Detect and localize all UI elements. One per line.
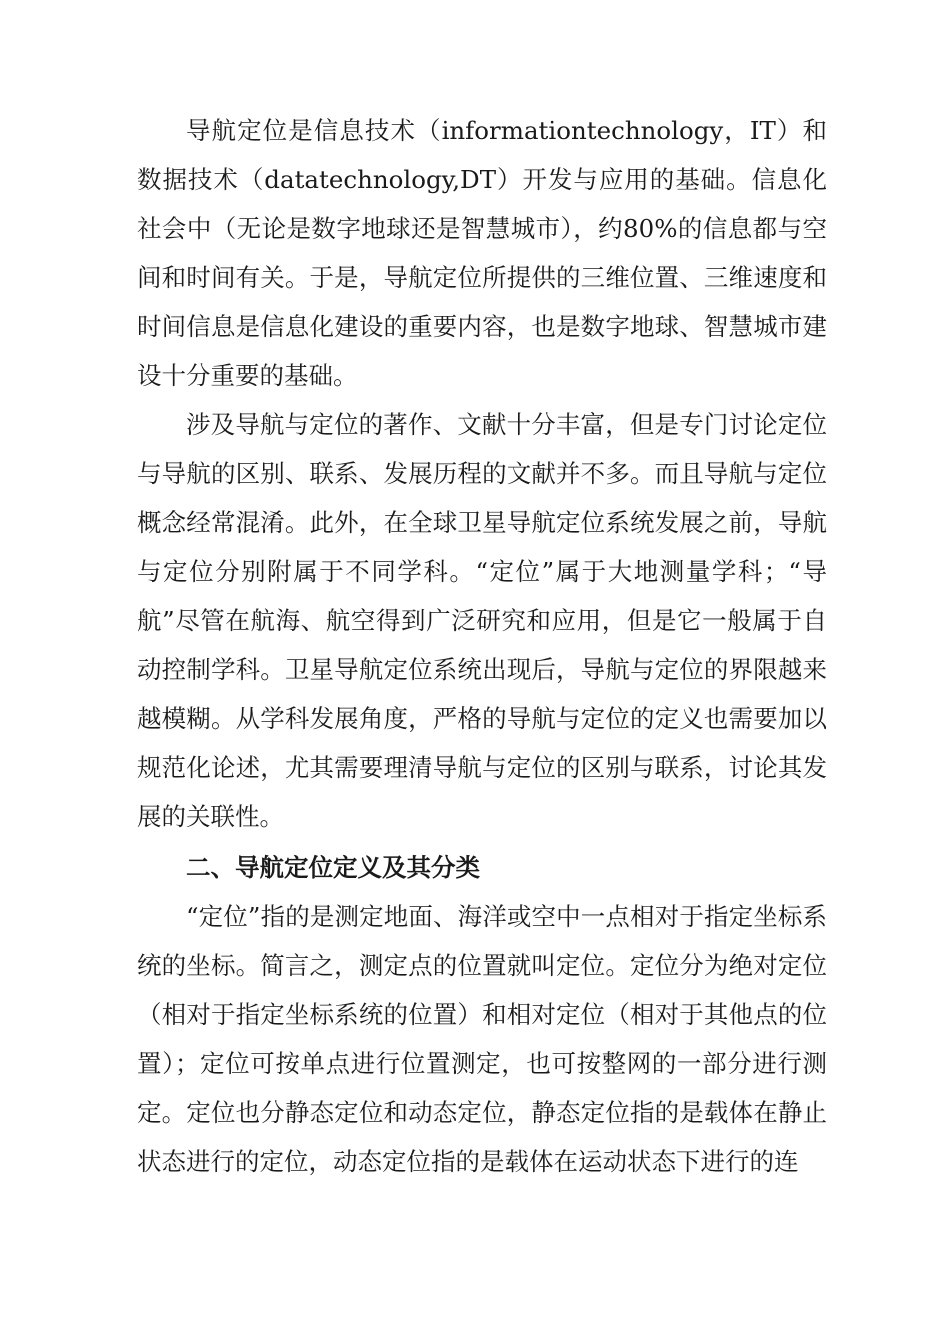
section-heading: 二、导航定位定义及其分类: [186, 853, 480, 882]
paragraph-background: 涉及导航与定位的著作、文献十分丰富，但是专门讨论定位与导航的区别、联系、发展历程的文献并不多。而且导航与定位概念经常混淆。此外，在全球卫星导航定位系统发展之前，导航与定位分别附属于不同学科。“定位”属于大地测量学科；“导航”尽管在航海、航空得到广泛研究和应用，但是它一般属于自动控制学科。卫星导航定位系统出现后，导航与定位的界限越来越模糊。从学科发展角度，严格的导航与定位的定义也需要加以规范化论述，尤其需要理清导航与定位的区别与联系，讨论其发展的关联性。: [137, 410, 827, 831]
paragraph-intro: 导航定位是信息技术（informationtechnology，IT）和数据技术（datatechnology,DT）开发与应用的基础。信息化社会中（无论是数字地球还是智慧城市），约80%的信息都与空间和时间有关。于是，导航定位所提供的三维位置、三维速度和时间信息是信息化建设的重要内容，也是数字地球、智慧城市建设十分重要的基础。: [137, 116, 827, 390]
document-page: [137, 106, 827, 1186]
paragraph-definition: “定位”指的是测定地面、海洋或空中一点相对于指定坐标系统的坐标。简言之，测定点的位置就叫定位。定位分为绝对定位（相对于指定坐标系统的位置）和相对定位（相对于其他点的位置）；定位可按单点进行位置测定，也可按整网的一部分进行测定。定位也分静态定位和动态定位，静态定位指的是载体在静止状态进行的定位，动态定位指的是载体在运动状态下进行的连: [137, 902, 827, 1176]
